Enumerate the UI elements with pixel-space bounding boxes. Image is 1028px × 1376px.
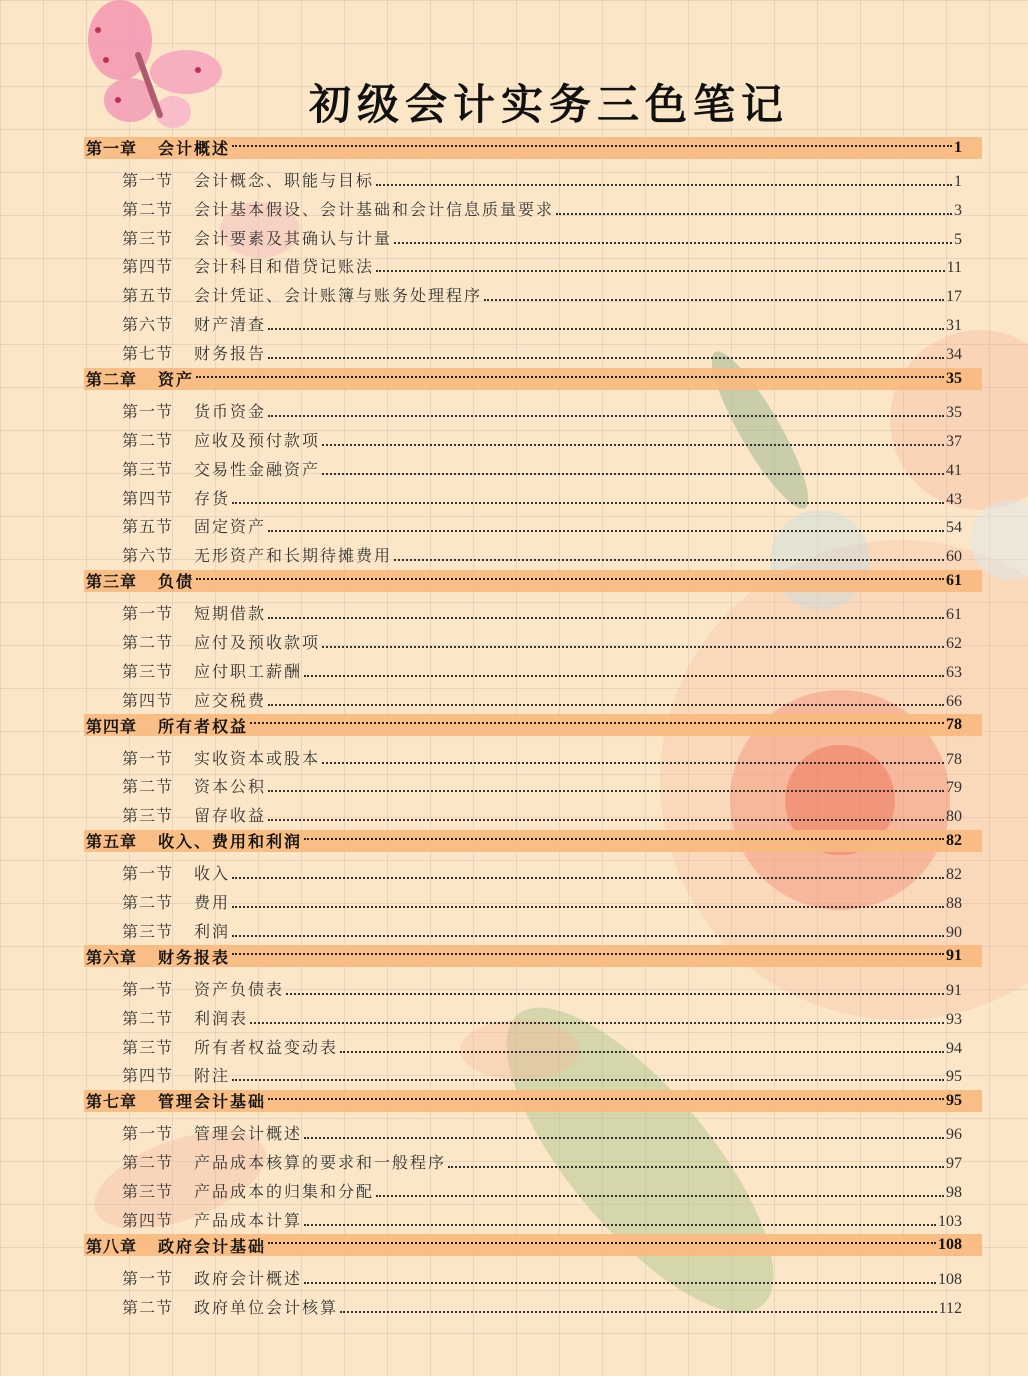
toc-section-row[interactable]	[84, 1029, 982, 1058]
toc-entry-title: 会计科目和借贷记账法	[194, 257, 375, 277]
toc-entry-number: 第二节	[122, 777, 174, 797]
toc-leader-dots	[232, 502, 944, 504]
toc-section-row[interactable]	[84, 624, 982, 653]
toc-section-row[interactable]	[84, 537, 982, 566]
toc-page-number: 90	[946, 923, 962, 941]
toc-section-row[interactable]	[84, 682, 982, 711]
toc-page-number: 82	[946, 831, 962, 849]
toc-entry-number: 第七节	[122, 344, 174, 364]
toc-page-number: 108	[938, 1236, 962, 1254]
toc-entry-title: 实收资本或股本	[194, 748, 321, 768]
toc-entry-title: 资产负债表	[194, 979, 285, 999]
toc-leader-dots	[232, 877, 944, 879]
toc-entry-title: 财产清查	[194, 315, 267, 335]
toc-entry-number: 第一节	[122, 604, 174, 624]
toc-section-row[interactable]	[84, 971, 982, 1000]
toc-page-number: 41	[946, 461, 962, 479]
toc-entry-number: 第四章	[86, 716, 138, 736]
toc-page-number: 94	[946, 1039, 962, 1057]
toc-entry-number: 第三节	[122, 921, 174, 941]
toc-entry-number: 第一节	[122, 979, 174, 999]
toc-section-row[interactable]	[84, 335, 982, 364]
toc-leader-dots	[448, 1166, 944, 1168]
toc-entry-title: 资产	[158, 370, 195, 390]
toc-entry-number: 第六节	[122, 315, 174, 335]
toc-page-number: 61	[946, 571, 962, 589]
toc-section-row[interactable]	[84, 220, 982, 249]
toc-page-number: 103	[938, 1212, 962, 1230]
toc-leader-dots	[268, 1098, 944, 1100]
toc-leader-dots	[322, 762, 944, 764]
toc-chapter-row[interactable]	[84, 368, 982, 390]
toc-section-row[interactable]	[84, 653, 982, 682]
toc-section-row[interactable]	[84, 480, 982, 509]
toc-leader-dots	[268, 790, 944, 792]
toc-page-number: 112	[938, 1299, 962, 1317]
toc-entry-title: 资本公积	[194, 777, 267, 797]
toc-page-number: 91	[946, 947, 962, 965]
toc-section-row[interactable]	[84, 1115, 982, 1144]
toc-leader-dots	[232, 1079, 944, 1081]
toc-entry-number: 第七章	[86, 1092, 138, 1112]
toc-entry-title: 管理会计基础	[158, 1092, 267, 1112]
toc-page-number: 80	[946, 808, 962, 826]
toc-entry-title: 财务报告	[194, 344, 267, 364]
toc-page-number: 78	[946, 716, 962, 734]
toc-entry-title: 应交税费	[194, 690, 267, 710]
toc-entry-number: 第一节	[122, 864, 174, 884]
toc-entry-number: 第六章	[86, 947, 138, 967]
toc-section-row[interactable]	[84, 1260, 982, 1289]
toc-chapter-row[interactable]	[84, 830, 982, 852]
toc-leader-dots	[304, 838, 944, 840]
toc-entry-number: 第二节	[122, 430, 174, 450]
toc-page-number: 93	[946, 1010, 962, 1028]
toc-entry-number: 第八章	[86, 1236, 138, 1256]
toc-leader-dots	[232, 145, 952, 147]
toc-page-number: 5	[954, 230, 962, 248]
toc-section-row[interactable]	[84, 913, 982, 942]
toc-entry-title: 产品成本计算	[194, 1210, 303, 1230]
toc-entry-number: 第六节	[122, 546, 174, 566]
toc-page-number: 62	[946, 635, 962, 653]
toc-page-number: 91	[946, 981, 962, 999]
toc-section-row[interactable]	[84, 769, 982, 798]
toc-leader-dots	[268, 704, 944, 706]
table-of-contents	[84, 133, 982, 1318]
toc-chapter-row[interactable]	[84, 714, 982, 736]
toc-leader-dots	[268, 415, 944, 417]
toc-leader-dots	[304, 675, 944, 677]
toc-page-number: 61	[946, 606, 962, 624]
toc-page-number: 1	[954, 138, 962, 156]
toc-entry-title: 利润表	[194, 1008, 249, 1028]
toc-entry-number: 第二节	[122, 1008, 174, 1028]
toc-entry-title: 所有者权益变动表	[194, 1037, 339, 1057]
toc-page-number: 1	[954, 172, 962, 190]
toc-section-row[interactable]	[84, 1144, 982, 1173]
toc-section-row[interactable]	[84, 797, 982, 826]
toc-entry-title: 收入	[194, 864, 231, 884]
toc-section-row[interactable]	[84, 306, 982, 335]
toc-page-number: 37	[946, 432, 962, 450]
toc-page-number: 96	[946, 1126, 962, 1144]
toc-entry-number: 第二章	[86, 370, 138, 390]
toc-entry-title: 会计基本假设、会计基础和会计信息质量要求	[194, 199, 555, 219]
toc-leader-dots	[250, 1022, 944, 1024]
toc-page-number: 43	[946, 490, 962, 508]
toc-leader-dots	[376, 270, 945, 272]
toc-section-row[interactable]	[84, 249, 982, 278]
toc-section-row[interactable]	[84, 451, 982, 480]
toc-entry-number: 第一节	[122, 1268, 174, 1288]
toc-chapter-row[interactable]	[84, 1090, 982, 1112]
toc-entry-title: 财务报表	[158, 947, 231, 967]
toc-entry-title: 利润	[194, 921, 231, 941]
toc-entry-number: 第三节	[122, 228, 174, 248]
toc-page-number: 35	[946, 369, 962, 387]
toc-entry-number: 第二节	[122, 633, 174, 653]
toc-entry-title: 政府会计概述	[194, 1268, 303, 1288]
toc-entry-number: 第三节	[122, 1037, 174, 1057]
toc-entry-title: 应付职工薪酬	[194, 661, 303, 681]
toc-entry-number: 第二节	[122, 893, 174, 913]
toc-entry-title: 会计凭证、会计账簿与账务处理程序	[194, 286, 483, 306]
toc-leader-dots	[196, 578, 944, 580]
toc-page-number: 98	[946, 1183, 962, 1201]
toc-section-row[interactable]	[84, 1202, 982, 1231]
toc-section-row[interactable]	[84, 1000, 982, 1029]
toc-page-number: 54	[946, 519, 962, 537]
toc-entry-number: 第四节	[122, 690, 174, 710]
toc-page-number: 66	[946, 692, 962, 710]
toc-entry-title: 费用	[194, 893, 231, 913]
toc-entry-title: 留存收益	[194, 806, 267, 826]
toc-section-row[interactable]	[84, 422, 982, 451]
toc-entry-number: 第一节	[122, 170, 174, 190]
toc-entry-number: 第一章	[86, 139, 138, 158]
toc-entry-title: 会计概念、职能与目标	[194, 170, 375, 190]
toc-section-row[interactable]	[84, 191, 982, 220]
toc-chapter-row[interactable]	[84, 137, 982, 159]
toc-section-row[interactable]	[84, 1289, 982, 1318]
toc-entry-number: 第三节	[122, 459, 174, 479]
toc-page-number: 79	[946, 779, 962, 797]
toc-entry-title: 所有者权益	[158, 716, 249, 736]
toc-entry-title: 固定资产	[194, 517, 267, 537]
toc-leader-dots	[268, 1242, 936, 1244]
toc-leader-dots	[556, 213, 952, 215]
toc-section-row[interactable]	[84, 277, 982, 306]
toc-leader-dots	[340, 1311, 937, 1313]
toc-leader-dots	[322, 444, 944, 446]
toc-entry-number: 第一节	[122, 748, 174, 768]
toc-chapter-row[interactable]	[84, 570, 982, 592]
toc-leader-dots	[322, 646, 944, 648]
toc-leader-dots	[268, 819, 944, 821]
toc-leader-dots	[232, 935, 944, 937]
toc-entry-title: 负债	[158, 572, 195, 592]
toc-entry-number: 第四节	[122, 257, 174, 277]
toc-section-row[interactable]	[84, 509, 982, 538]
toc-entry-number: 第三节	[122, 806, 174, 826]
toc-section-row[interactable]	[84, 855, 982, 884]
toc-leader-dots	[304, 1137, 944, 1139]
toc-entry-title: 无形资产和长期待摊费用	[194, 546, 393, 566]
toc-leader-dots	[376, 184, 952, 186]
toc-entry-number: 第四节	[122, 1066, 174, 1086]
toc-page-number: 95	[946, 1091, 962, 1109]
toc-page-number: 95	[946, 1068, 962, 1086]
toc-leader-dots	[340, 1051, 944, 1053]
toc-entry-title: 应收及预付款项	[194, 430, 321, 450]
toc-chapter-row[interactable]	[84, 945, 982, 967]
toc-section-row[interactable]	[84, 162, 982, 191]
toc-page-number: 78	[946, 750, 962, 768]
toc-page-number: 97	[946, 1155, 962, 1173]
toc-page-number: 60	[946, 548, 962, 566]
toc-entry-number: 第四节	[122, 488, 174, 508]
toc-page-number: 63	[946, 663, 962, 681]
toc-section-row[interactable]	[84, 1173, 982, 1202]
toc-entry-title: 产品成本的归集和分配	[194, 1181, 375, 1201]
toc-entry-number: 第五节	[122, 286, 174, 306]
toc-entry-title: 存货	[194, 488, 231, 508]
toc-entry-title: 政府单位会计核算	[194, 1297, 339, 1317]
toc-page-number: 108	[938, 1270, 962, 1288]
toc-page-number: 31	[946, 317, 962, 335]
toc-leader-dots	[268, 617, 944, 619]
toc-leader-dots	[394, 242, 952, 244]
toc-page-number: 82	[946, 866, 962, 884]
toc-page-number: 88	[946, 895, 962, 913]
toc-leader-dots	[304, 1282, 936, 1284]
toc-entry-title: 会计概述	[158, 139, 231, 158]
page-title: 初级会计实务三色笔记	[308, 80, 789, 129]
toc-entry-number: 第四节	[122, 1210, 174, 1230]
toc-section-row[interactable]	[84, 595, 982, 624]
toc-page-number: 3	[954, 201, 962, 219]
toc-leader-dots	[250, 722, 944, 724]
toc-section-row[interactable]	[84, 393, 982, 422]
toc-entry-title: 交易性金融资产	[194, 459, 321, 479]
toc-leader-dots	[484, 299, 944, 301]
toc-entry-title: 短期借款	[194, 604, 267, 624]
toc-leader-dots	[232, 906, 944, 908]
toc-entry-title: 应付及预收款项	[194, 633, 321, 653]
toc-section-row[interactable]	[84, 884, 982, 913]
toc-leader-dots	[196, 376, 944, 378]
toc-entry-number: 第三节	[122, 661, 174, 681]
toc-section-row[interactable]	[84, 1058, 982, 1087]
toc-leader-dots	[268, 530, 944, 532]
toc-entry-number: 第一节	[122, 401, 174, 421]
toc-leader-dots	[376, 1195, 944, 1197]
toc-page-number: 11	[946, 259, 962, 277]
toc-entry-number: 第二节	[122, 199, 174, 219]
toc-leader-dots	[286, 993, 944, 995]
toc-leader-dots	[304, 1224, 936, 1226]
toc-page-number: 34	[946, 346, 962, 364]
toc-leader-dots	[268, 357, 944, 359]
toc-entry-title: 附注	[194, 1066, 231, 1086]
toc-leader-dots	[394, 559, 944, 561]
toc-entry-title: 产品成本核算的要求和一般程序	[194, 1153, 447, 1173]
toc-chapter-row[interactable]	[84, 1234, 982, 1256]
toc-entry-title: 会计要素及其确认与计量	[194, 228, 393, 248]
toc-entry-title: 收入、费用和利润	[158, 832, 303, 852]
toc-entry-number: 第二节	[122, 1153, 174, 1173]
toc-entry-number: 第一节	[122, 1124, 174, 1144]
toc-entry-number: 第二节	[122, 1297, 174, 1317]
toc-leader-dots	[232, 953, 944, 955]
toc-page-number: 17	[946, 288, 962, 306]
toc-entry-number: 第三章	[86, 572, 138, 592]
toc-leader-dots	[322, 473, 944, 475]
toc-entry-title: 政府会计基础	[158, 1236, 267, 1256]
toc-entry-number: 第五章	[86, 832, 138, 852]
toc-entry-number: 第三节	[122, 1181, 174, 1201]
toc-entry-title: 管理会计概述	[194, 1124, 303, 1144]
toc-page-number: 35	[946, 403, 962, 421]
toc-section-row[interactable]	[84, 740, 982, 769]
toc-entry-title: 货币资金	[194, 401, 267, 421]
toc-entry-number: 第五节	[122, 517, 174, 537]
toc-leader-dots	[268, 328, 944, 330]
